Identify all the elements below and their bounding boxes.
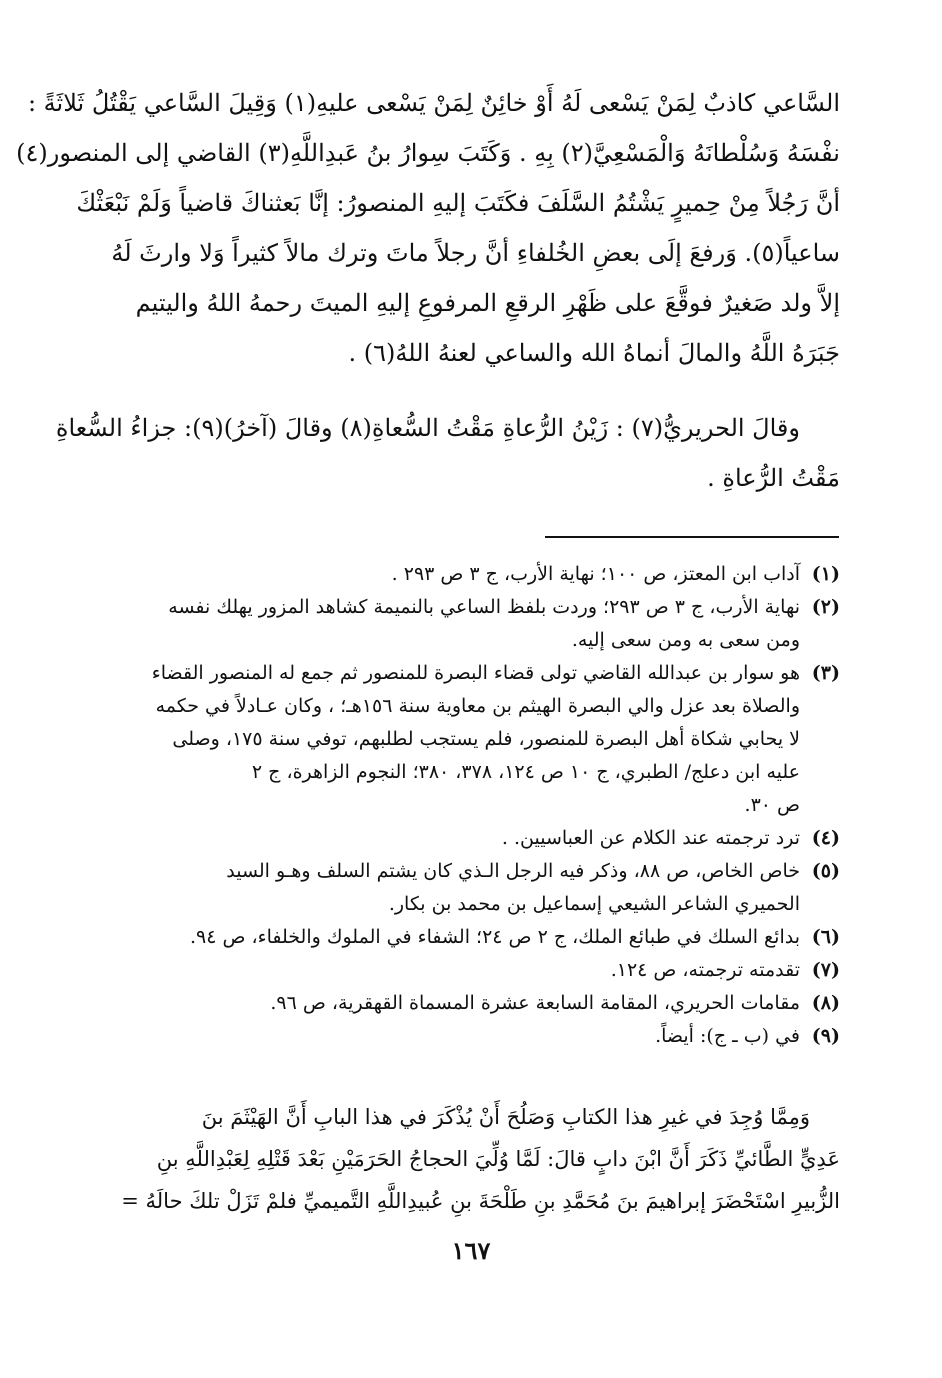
- continuation-text-block: [121, 1096, 840, 1222]
- footnote-line: آداب ابن المعتز، ص ١٠٠؛ نهاية الأرب، ج ٣ ص ٢٩٣ .: [391, 563, 800, 585]
- footnote-line: خاص الخاص، ص ٨٨، وذكر فيه الرجل الـذي كان يشتم السلف وهـو السيد: [226, 860, 800, 882]
- footnote-line: هو سوار بن عبدالله القاضي تولى قضاء البصرة للمنصور ثم جمع له المنصور القضاء: [151, 662, 800, 684]
- footnote-number: (٩): [811, 1025, 840, 1047]
- text-line: إلاَّ ولد صَغيرٌ فوقَّعَ على ظَهْرِ الرقعِ المرفوعِ إليهِ الميتَ رحمهُ اللهُ واليتيم: [135, 289, 840, 317]
- footnote: [128, 591, 840, 657]
- footnote-line: لا يحابي شكاة أهل البصرة للمنصور، فلم يستجب لطلبهم، توفي سنة ١٧٥، وصلى: [172, 728, 800, 750]
- footnote: [128, 987, 840, 1020]
- continuation-line: الزُّبيرِ اسْتَحْضَرَ إبراهيمَ بنَ مُحَمَّدِ بنِ طَلْحَةَ بنِ عُبيدِاللَّهِ التَّميميِّ فلمْ تَزَلْ تلكَ حالَهُ =: [121, 1189, 840, 1213]
- page-number: ١٦٧: [451, 1236, 491, 1265]
- footnote: [128, 921, 840, 954]
- main-text-block: [16, 78, 840, 503]
- footnote-line: مقامات الحريري، المقامة السابعة عشرة المسماة القهقرية، ص ٩٦.: [270, 992, 800, 1014]
- footnote: [128, 1020, 840, 1053]
- continuation-line: وَمِمَّا وُجِدَ في غيرِ هذا الكتابِ وَصَلُحَ أَنْ يُذْكَرَ في هذا البابِ أَنَّ الهَيْثَمَ بنَ: [201, 1105, 810, 1129]
- footnote: [128, 855, 840, 921]
- footnote-line: ومن سعى به ومن سعى إليه.: [571, 629, 800, 651]
- footnote-number: (٨): [811, 992, 840, 1014]
- footnote-line: والصلاة بعد عزل والي البصرة الهيثم بن معاوية سنة ١٥٦هـ؛ ، وكان عـادلاً في حكمه: [155, 695, 800, 717]
- footnote-line: الحميري الشاعر الشيعي إسماعيل بن محمد بن بكار.: [388, 893, 800, 915]
- footnotes-block: [128, 558, 840, 1053]
- footnote-number: (٦): [811, 926, 840, 948]
- footnote-line: تقدمته ترجمته، ص ١٢٤.: [610, 959, 800, 981]
- footnote-line: ص ٣٠.: [744, 794, 800, 816]
- text-line: نفْسَهُ وَسُلْطانَهُ وَالْمَسْعِيَّ(٢) بِهِ . وَكَتَبَ سِوارُ بنُ عَبدِاللَّهِ(٣) القاضي إلى المنصور(٤): [16, 139, 840, 167]
- footnote-line: في (ب ـ ج): أيضاً.: [655, 1025, 800, 1047]
- footnote: [128, 954, 840, 987]
- text-line: جَبَرَهُ اللَّهُ والمالَ أنماهُ الله والساعي لعنهُ اللهُ(٦) .: [348, 339, 840, 367]
- footnote: [128, 822, 840, 855]
- continuation-line: عَدِيٍّ الطَّائيِّ ذَكَرَ أَنَّ ابْنَ دابٍ قالَ: لَمَّا وُلِّيَ الحجاجُ الحَرَمَيْنِ بَعْدَ قَتْلِهِ لِعَبْدِاللَّهِ بنِ: [156, 1147, 840, 1171]
- footnote-number: (١): [811, 563, 840, 585]
- text-line: ساعياً(٥). وَرفعَ إلَى بعضِ الخُلفاءِ أنَّ رجلاً ماتَ وترك مالاً كثيراً وَلا وارثَ لَهُ: [111, 239, 840, 267]
- footnote-line: عليه ابن دعلج/ الطبري، ج ١٠ ص ١٢٤، ٣٧٨، ٣٨٠؛ النجوم الزاهرة، ج ٢: [251, 761, 800, 783]
- text-line: السَّاعي كاذبٌ لِمَنْ يَسْعى لَهُ أَوْ خائِنٌ لِمَنْ يَسْعى عليهِ(١) وَقِيلَ السَّاعي يَقْتُلُ ثَلاثَةً :: [27, 89, 840, 117]
- footnote-number: (٤): [811, 827, 840, 849]
- footnote-number: (٢): [811, 596, 840, 618]
- footnote-number: (٣): [811, 662, 840, 684]
- footnote-line: بدائع السلك في طبائع الملك، ج ٢ ص ٢٤؛ الشفاء في الملوك والخلفاء، ص ٩٤.: [190, 926, 800, 948]
- text-line: أنَّ رَجُلاً مِنْ حِميرٍ يَشْتُمُ السَّلَفَ فكَتَبَ إليهِ المنصورُ: إنَّا بَعثناكَ قاضياً وَلَمْ نَبْعَثْكَ: [76, 189, 840, 217]
- footnote-line: ترد ترجمته عند الكلام عن العباسيين. .: [501, 827, 800, 849]
- quote-line: مَقْتُ الرُّعاةِ .: [707, 464, 840, 492]
- footnote: [128, 558, 840, 591]
- footnote-number: (٧): [811, 959, 840, 981]
- footnote-number: (٥): [811, 860, 840, 882]
- footnote-separator: [545, 536, 839, 538]
- quote-line: وقالَ الحريريُّ(٧) : زَيْنُ الرُّعاةِ مَقْتُ السُّعاةِ(٨) وقالَ (آخرُ)(٩): جزاءُ السُّعاةِ: [55, 414, 800, 442]
- footnote: [128, 657, 840, 822]
- footnote-line: نهاية الأرب، ج ٣ ص ٢٩٣؛ وردت بلفظ الساعي بالنميمة كشاهد المزور يهلك نفسه: [168, 596, 800, 618]
